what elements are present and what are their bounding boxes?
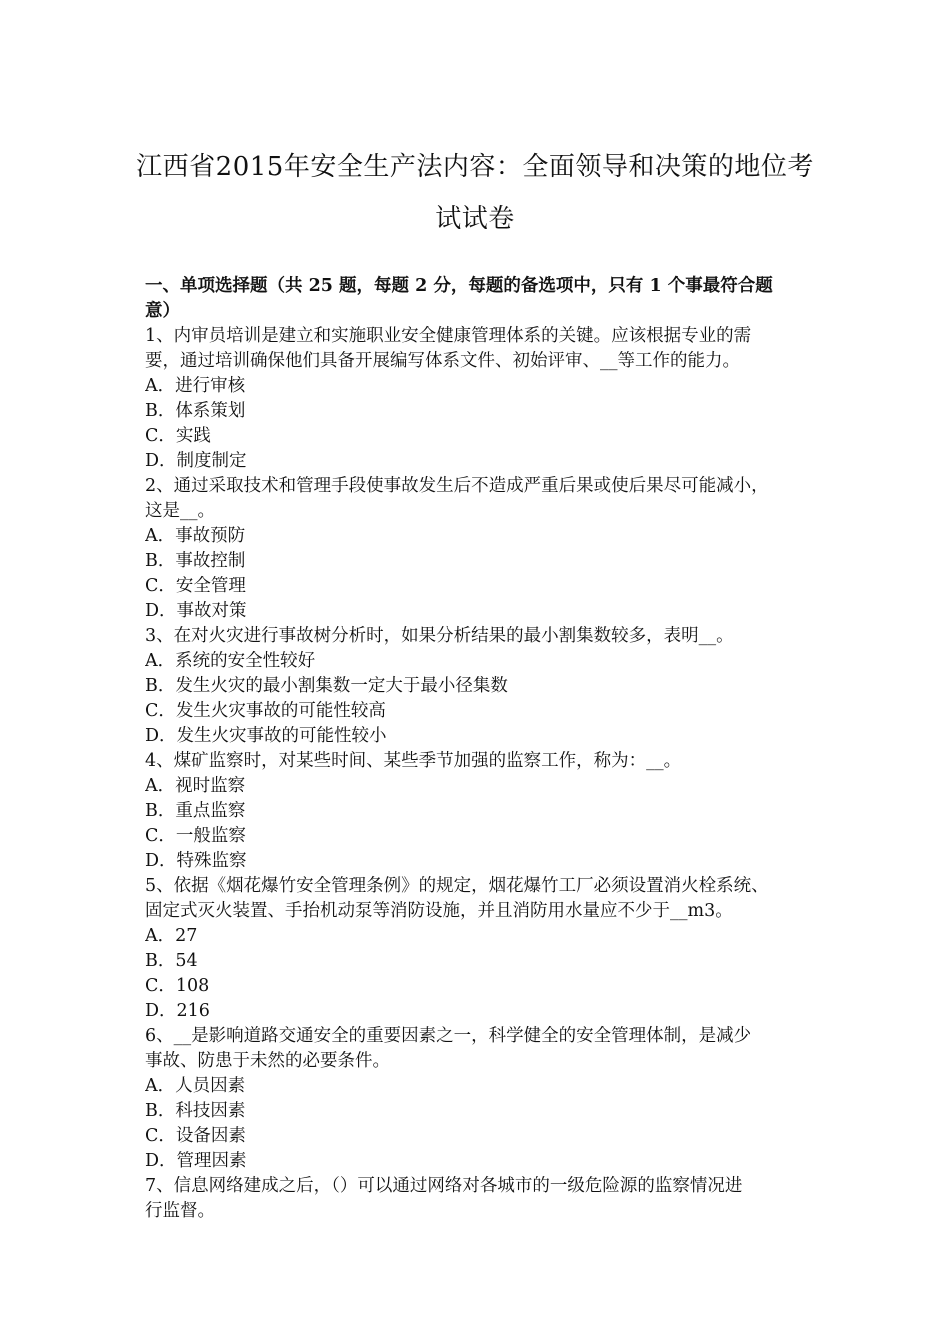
question-1: [145, 324, 810, 474]
option-c: C．设备因素: [145, 1126, 246, 1146]
section-heading-continued: 意）: [145, 301, 180, 321]
question-text: 行监督。: [145, 1201, 215, 1221]
document-title-continued: 试试卷: [435, 204, 515, 234]
option-c: C．发生火灾事故的可能性较高: [145, 701, 386, 721]
option-c: C．安全管理: [145, 576, 246, 596]
question-text: 4、煤矿监察时，对某些时间、某些季节加强的监察工作，称为：__。: [145, 751, 682, 771]
question-text: 5、依据《烟花爆竹安全管理条例》的规定，烟花爆竹工厂必须设置消火栓系统、: [145, 876, 769, 896]
option-a: A．视时监察: [145, 776, 246, 796]
option-d: D．216: [145, 1001, 210, 1021]
option-b: B．54: [145, 951, 198, 971]
option-d: D．管理因素: [145, 1151, 247, 1171]
option-b: B．科技因素: [145, 1101, 246, 1121]
option-a: A．系统的安全性较好: [145, 651, 316, 671]
option-a: A．人员因素: [145, 1076, 246, 1096]
option-c: C．108: [145, 976, 210, 996]
question-text: 固定式灭火装置、手抬机动泵等消防设施，并且消防用水量应不少于__m3。: [145, 901, 733, 921]
option-d: D．特殊监察: [145, 851, 247, 871]
document-title: 江西省2015年安全生产法内容：全面领导和决策的地位考: [136, 152, 814, 182]
question-text: 事故、防患于未然的必要条件。: [145, 1051, 390, 1071]
question-5: [145, 874, 810, 1024]
question-6: [145, 1024, 810, 1174]
option-b: B．发生火灾的最小割集数一定大于最小径集数: [145, 676, 508, 696]
question-2: [145, 474, 810, 624]
section-heading: 一、单项选择题（共 25 题，每题 2 分，每题的备选项中，只有 1 个事最符合题: [145, 276, 773, 296]
option-d: D．发生火灾事故的可能性较小: [145, 726, 387, 746]
option-b: B．体系策划: [145, 401, 246, 421]
question-3: [145, 624, 810, 749]
option-a: A．27: [145, 926, 198, 946]
question-text: 2、通过采取技术和管理手段使事故发生后不造成严重后果或使后果尽可能减小，: [145, 476, 769, 496]
option-d: D．事故对策: [145, 601, 247, 621]
option-d: D．制度制定: [145, 451, 247, 471]
option-a: A．事故预防: [145, 526, 246, 546]
option-b: B．事故控制: [145, 551, 246, 571]
question-text: 1、内审员培训是建立和实施职业安全健康管理体系的关键。应该根据专业的需: [145, 326, 752, 346]
option-a: A．进行审核: [145, 376, 246, 396]
question-7: [145, 1174, 810, 1224]
option-b: B．重点监察: [145, 801, 246, 821]
option-c: C．实践: [145, 426, 211, 446]
question-text: 这是__。: [145, 501, 215, 521]
question-4: [145, 749, 810, 874]
question-text: 6、__是影响道路交通安全的重要因素之一，科学健全的安全管理体制，是减少: [145, 1026, 752, 1046]
question-text: 3、在对火灾进行事故树分析时，如果分析结果的最小割集数较多，表明__。: [145, 626, 734, 646]
question-text: 要，通过培训确保他们具备开展编写体系文件、初始评审、__等工作的能力。: [145, 351, 740, 371]
question-text: 7、信息网络建成之后，（）可以通过网络对各城市的一级危险源的监察情况进: [145, 1176, 743, 1196]
option-c: C．一般监察: [145, 826, 246, 846]
document-body: [145, 274, 810, 1224]
